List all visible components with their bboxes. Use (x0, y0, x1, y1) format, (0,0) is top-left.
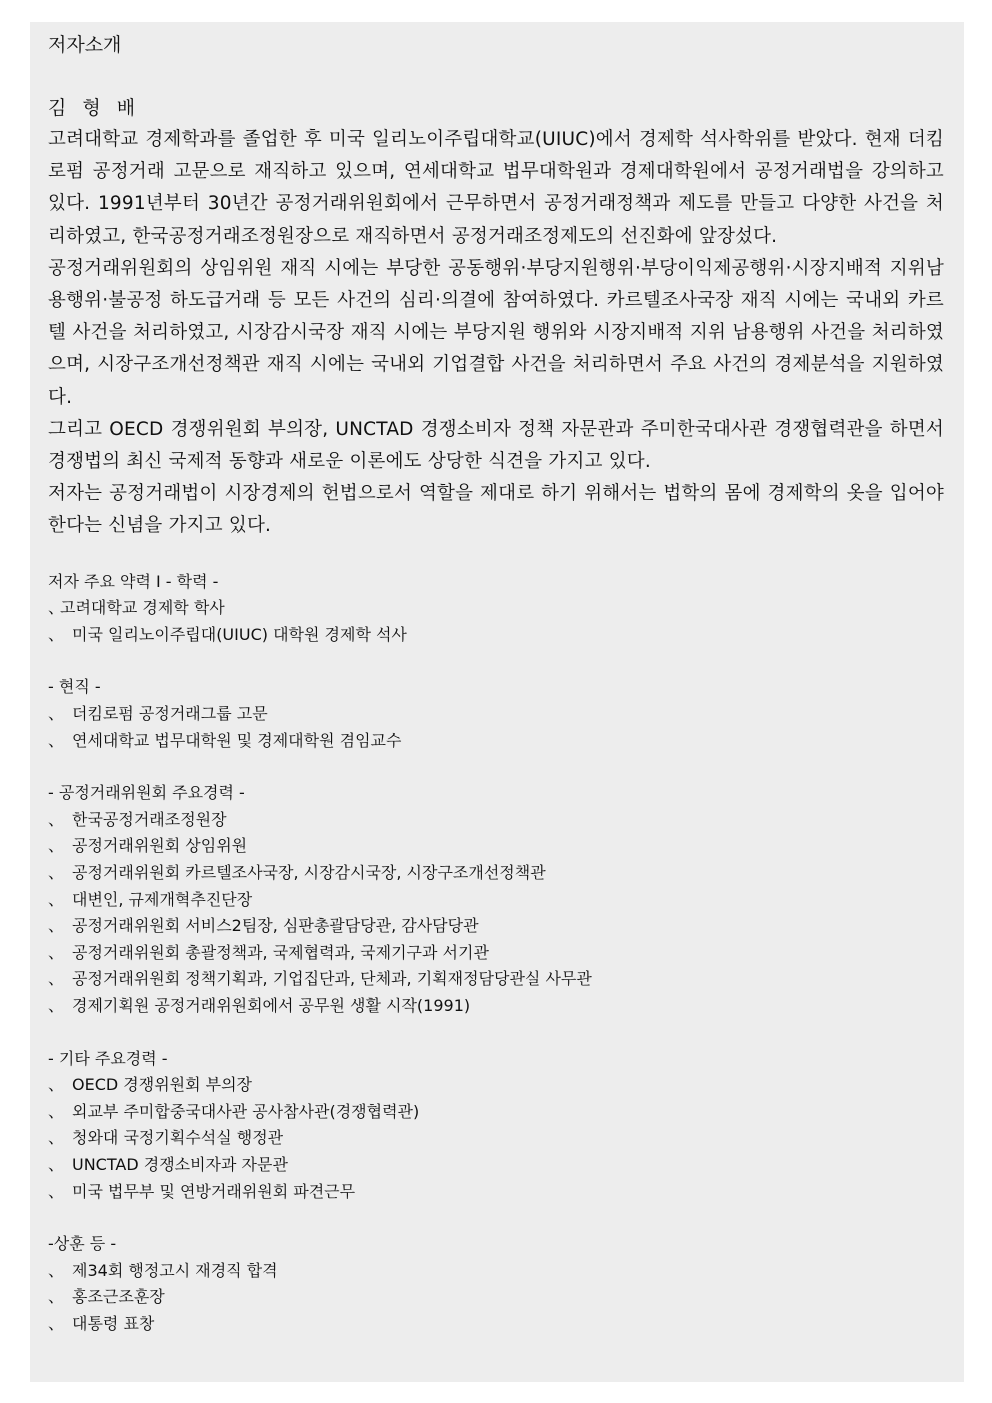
bio-paragraph: 공정거래위원회의 상임위원 재직 시에는 부당한 공동행위·부당지원행위·부당이익제공행위·시장지배적 지위남용행위·불공정 하도급거래 등 모든 사건의 심리·의결에 참여하였다. 카르텔조사국장 재직 시에는 국내외 카르텔 사건을 처리하였고, 시장감시국장 재직 시에는 부당지원 행위와 시장지배적 지위 남용행위 사건을 처리하였으며, 시장구조개선정책관 재직 시에는 국내외 기업결합 사건을 처리하면서 주요 사건의 경제분석을 지원하였다. (48, 257, 944, 408)
list-item (48, 860, 944, 887)
list-item (48, 1125, 944, 1152)
section-title: 저자 주요 약력 I - 학력 - (48, 571, 219, 591)
list-item-text: 외교부 주미합중국대사관 공사참사관(경쟁협력관) (72, 1101, 420, 1121)
list-item-text: 공정거래위원회 총괄정책과, 국제협력과, 국제기구과 서기관 (72, 942, 489, 962)
bullet-mark: 、 (48, 836, 65, 856)
career-section-current (48, 674, 944, 754)
list-item (48, 1258, 944, 1285)
list-item (48, 1152, 944, 1179)
list-item (48, 1179, 944, 1206)
bullet-mark: 、 (48, 862, 65, 882)
author-intro-panel (30, 22, 964, 1382)
list-item-text: 미국 일리노이주립대(UIUC) 대학원 경제학 석사 (72, 624, 407, 644)
bio-paragraph: 고려대학교 경제학과를 졸업한 후 미국 일리노이주립대학교(UIUC)에서 경제학 석사학위를 받았다. 현재 더킴로펌 공정거래 고문으로 재직하고 있으며, 연세대학교 법무대학원과 경제대학원에서 공정거래법을 강의하고 있다. 1991년부터 30년간 공정거래위원회에서 근무하면서 공정거래정책과 제도를 만들고 다양한 사건을 처리하였고, 한국공정거래조정원장으로 재직하면서 공정거래조정제도의 선진화에 앞장섰다. (48, 129, 944, 247)
bullet-mark: 、 (48, 969, 65, 989)
list-item (48, 833, 944, 860)
bullet-mark: 、 (48, 942, 65, 962)
bullet-mark: 、 (48, 1075, 65, 1095)
author-bio (48, 124, 944, 543)
section-title: - 현직 - (48, 677, 101, 697)
list-item-text: 미국 법무부 및 연방거래위원회 파견근무 (72, 1181, 356, 1201)
section-title: -상훈 등 - (48, 1234, 117, 1254)
list-item (48, 1072, 944, 1099)
section-title: - 공정거래위원회 주요경력 - (48, 783, 245, 803)
list-item-text: 공정거래위원회 상임위원 (72, 836, 248, 856)
bullet-mark: 、 (48, 1313, 65, 1333)
list-item-text: 연세대학교 법무대학원 및 경제대학원 겸임교수 (72, 730, 402, 750)
list-item-text: 공정거래위원회 정책기획과, 기업집단과, 단체과, 기획재정담당관실 사무관 (72, 969, 592, 989)
list-item (48, 595, 944, 622)
list-item (48, 940, 944, 967)
bio-paragraph: 그리고 OECD 경쟁위원회 부의장, UNCTAD 경쟁소비자 정책 자문관과 주미한국대사관 경쟁협력관을 하면서 경쟁법의 최신 국제적 동향과 새로운 이론에도 상당한 식견을 가지고 있다. (48, 418, 944, 473)
list-item-text: 고려대학교 경제학 학사 (60, 598, 225, 618)
bullet-mark: 、 (48, 889, 65, 909)
bullet-mark: 、 (48, 1287, 65, 1307)
career-section-education (48, 569, 944, 649)
bullet-mark: 、 (48, 624, 65, 644)
bullet-mark: 、 (48, 916, 65, 936)
list-item-text: OECD 경쟁위원회 부의장 (72, 1075, 253, 1095)
list-item (48, 1311, 944, 1338)
list-item (48, 1099, 944, 1126)
bullet-mark: 、 (48, 809, 65, 829)
list-item-text: 더킴로펌 공정거래그룹 고문 (72, 704, 268, 724)
bullet-mark: 、 (48, 1181, 65, 1201)
list-item-text: 청와대 국정기획수석실 행정관 (72, 1128, 284, 1148)
bullet-mark: 、 (48, 1128, 65, 1148)
list-item (48, 913, 944, 940)
bio-paragraph: 저자는 공정거래법이 시장경제의 헌법으로서 역할을 제대로 하기 위해서는 법학의 몸에 경제학의 옷을 입어야 한다는 신념을 가지고 있다. (48, 483, 944, 537)
spacer (48, 60, 944, 92)
list-item-text: 대변인, 규제개혁추진단장 (72, 889, 253, 909)
list-item-text: 경제기획원 공정거래위원회에서 공무원 생활 시작(1991) (72, 995, 471, 1015)
page-title: 저자소개 (48, 34, 122, 56)
list-item-text: 한국공정거래조정원장 (72, 809, 227, 829)
list-item (48, 966, 944, 993)
bullet-mark: 、 (48, 995, 65, 1015)
bullet-mark: 、 (48, 1154, 65, 1174)
career-section-ftc (48, 780, 944, 1019)
bullet-mark: 、 (48, 1260, 65, 1280)
bullet-mark: 、 (48, 1101, 65, 1121)
list-item-text: 대통령 표창 (72, 1313, 155, 1333)
section-title: - 기타 주요경력 - (48, 1048, 168, 1068)
list-item (48, 887, 944, 914)
list-item (48, 1284, 944, 1311)
list-item-text: 공정거래위원회 서비스2팀장, 심판총괄담당관, 감사담당관 (72, 916, 479, 936)
career-section-awards (48, 1231, 944, 1337)
list-item-text: 홍조근조훈장 (72, 1287, 165, 1307)
list-item-text: 공정거래위원회 카르텔조사국장, 시장감시국장, 시장구조개선정책관 (72, 862, 546, 882)
list-item-text: 제34회 행정고시 재경직 합격 (72, 1260, 278, 1280)
author-name: 김 형 배 (48, 97, 141, 119)
list-item (48, 728, 944, 755)
list-item (48, 807, 944, 834)
bullet-mark: 、 (48, 704, 65, 724)
list-item (48, 622, 944, 649)
list-item (48, 993, 944, 1020)
list-item-text: UNCTAD 경쟁소비자과 자문관 (72, 1154, 288, 1174)
list-item (48, 701, 944, 728)
bullet-mark: 、 (48, 598, 65, 618)
career-section-other (48, 1046, 944, 1206)
bullet-mark: 、 (48, 730, 65, 750)
